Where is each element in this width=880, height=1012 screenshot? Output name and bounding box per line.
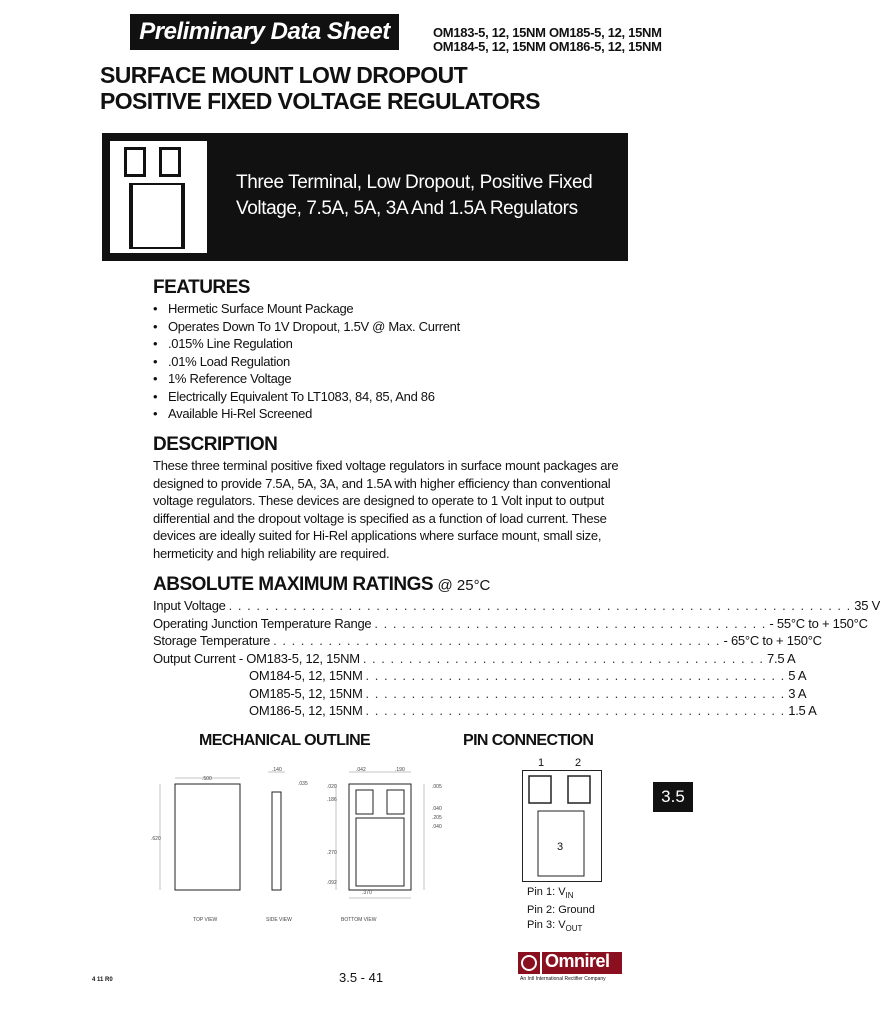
rating-value: 3 A	[788, 685, 807, 701]
rating-label: OM186-5, 12, 15NM	[249, 703, 363, 718]
mechanical-heading: MECHANICAL OUTLINE	[199, 732, 371, 749]
ratings-heading	[153, 574, 490, 596]
rating-row	[153, 597, 880, 615]
desc-line: designed to provide 7.5A, 5A, 3A, and 1.5A with higher efficiency than conventional	[153, 475, 611, 491]
leader-dots: . . . . . . . . . . . . . . . . . . . . . . . . . . . . . . . . . . . . . . . . . . .	[374, 615, 767, 631]
section-tab: 3.5	[653, 782, 693, 812]
rating-value: 35 V	[854, 598, 880, 613]
dim-label: .270	[327, 850, 337, 856]
dim-label: .620	[151, 836, 161, 842]
leader-dots: . . . . . . . . . . . . . . . . . . . . . . . . . . . . . . . . . . . . . . . . . . . . . . . . .	[273, 633, 721, 648]
description-body	[153, 457, 628, 562]
pin-entry	[527, 903, 595, 918]
dim-label: .005	[432, 784, 442, 790]
feature-item: • Operates Down To 1V Dropout, 1.5V @ Max. Current	[153, 318, 460, 336]
hero-line: Voltage, 7.5A, 5A, 3A And 1.5A Regulators	[236, 198, 578, 219]
pin-name: V	[558, 886, 566, 898]
dim-label: .190	[395, 767, 405, 773]
dim-label: .092	[327, 880, 337, 886]
desc-line: devices are ideally suited for Hi-Rel applications where surface mount, small size,	[153, 528, 602, 543]
hero-text	[236, 170, 592, 222]
package-icon	[102, 133, 215, 261]
rating-row	[153, 702, 817, 720]
pin-label-1: 1	[538, 757, 545, 769]
feature-item: • .01% Load Regulation	[153, 353, 460, 371]
pin-label-2: 2	[575, 757, 582, 769]
leader-dots: . . . . . . . . . . . . . . . . . . . . . . . . . . . . . . . . . . . . . . . . . . . . . .	[365, 668, 786, 683]
features-list	[153, 300, 460, 423]
rating-label: Operating Junction Temperature Range	[153, 615, 372, 631]
mechanical-drawing	[150, 760, 440, 930]
features-heading: FEATURES	[153, 277, 250, 298]
leader-dots: . . . . . . . . . . . . . . . . . . . . . . . . . . . . . . . . . . . . . . . . . . . .	[362, 650, 765, 666]
rating-row	[153, 650, 796, 668]
rating-label: Input Voltage	[153, 598, 226, 613]
pin-name: Ground	[558, 904, 595, 917]
leader-dots: . . . . . . . . . . . . . . . . . . . . . . . . . . . . . . . . . . . . . . . . . . . . . .	[365, 685, 786, 701]
rating-label: OM184-5, 12, 15NM	[249, 668, 363, 683]
dim-label: .205	[432, 815, 442, 821]
pin-subscript: OUT	[565, 924, 583, 934]
dim-label: .370	[362, 890, 372, 896]
feature-item: • .015% Line Regulation	[153, 335, 460, 353]
dim-label: .040	[432, 806, 442, 812]
pin-number: Pin 2:	[527, 904, 556, 917]
dim-label: .035	[298, 781, 308, 787]
pin-entry	[527, 885, 595, 903]
description-heading: DESCRIPTION	[153, 434, 278, 455]
desc-line: These three terminal positive fixed voltage regulators in surface mount packages are	[153, 458, 619, 473]
pin-list	[527, 885, 595, 936]
pin-label-3: 3	[557, 841, 564, 853]
dim-label: .186	[327, 797, 337, 803]
ratings-heading-text: ABSOLUTE MAXIMUM RATINGS	[153, 574, 434, 595]
rating-label: Storage Temperature	[153, 633, 271, 648]
desc-line: voltage regulators. These devices are designed to operate to 1 Volt input to output	[153, 493, 604, 508]
leader-dots: . . . . . . . . . . . . . . . . . . . . . . . . . . . . . . . . . . . . . . . . . . . . . . . . . . . . . . . . . . . . . . . . . . . .	[228, 598, 852, 613]
desc-line: differential and the dropout voltage is specified as a function of load current. These	[153, 510, 607, 526]
rating-value: 7.5 A	[767, 650, 796, 666]
rating-row	[153, 667, 807, 685]
preliminary-banner: Preliminary Data Sheet	[130, 14, 399, 50]
logo-tagline: An Intl International Rectifier Company	[520, 976, 606, 982]
ratings-heading-suffix: @ 25°C	[437, 577, 491, 594]
omnirel-logo	[518, 950, 622, 984]
dim-label: .020	[327, 784, 337, 790]
view-label: BOTTOM VIEW	[341, 917, 377, 923]
pin-diagram	[522, 770, 602, 882]
desc-line: hermeticity and high reliability are required.	[153, 545, 390, 561]
rating-row	[153, 685, 807, 703]
part-line: OM183-5, 12, 15NM OM185-5, 12, 15NM	[433, 25, 662, 40]
logo-wordmark: Omnirel	[545, 951, 610, 971]
feature-item: • 1% Reference Voltage	[153, 370, 460, 388]
feature-item: • Available Hi-Rel Screened	[153, 405, 460, 423]
pin-number: Pin 1:	[527, 886, 556, 898]
dim-label: .040	[432, 824, 442, 830]
pin-heading: PIN CONNECTION	[463, 732, 594, 749]
pin-subscript: IN	[565, 891, 574, 901]
title-line: SURFACE MOUNT LOW DROPOUT	[100, 62, 468, 88]
hero-line: Three Terminal, Low Dropout, Positive Fixed	[236, 172, 593, 193]
pin-number: Pin 3:	[527, 919, 556, 932]
page-number: 3.5 - 41	[339, 970, 384, 985]
title-line: POSITIVE FIXED VOLTAGE REGULATORS	[100, 88, 540, 114]
dim-label: .042	[356, 767, 366, 773]
leader-dots: . . . . . . . . . . . . . . . . . . . . . . . . . . . . . . . . . . . . . . . . . . . . . .	[365, 703, 786, 718]
rating-row	[153, 615, 868, 633]
page-title	[100, 62, 540, 114]
part-line: OM184-5, 12, 15NM OM186-5, 12, 15NM	[433, 39, 662, 54]
pin-name: V	[558, 919, 566, 932]
feature-item: • Hermetic Surface Mount Package	[153, 300, 460, 318]
dim-label: .140	[272, 767, 282, 773]
dim-label: .500	[202, 776, 212, 782]
view-label: SIDE VIEW	[266, 917, 292, 923]
ratings-table	[153, 597, 880, 720]
feature-item: • Electrically Equivalent To LT1083, 84, 85, And 86	[153, 388, 460, 406]
rating-row	[153, 632, 822, 650]
revision-code: 4 11 R0	[92, 977, 113, 983]
rating-value: - 65°C to + 150°C	[723, 633, 822, 648]
rating-value: 1.5 A	[788, 703, 817, 718]
rating-value: 5 A	[788, 668, 807, 683]
rating-label: Output Current - OM183-5, 12, 15NM	[153, 650, 360, 666]
part-numbers	[433, 26, 662, 54]
rating-label: OM185-5, 12, 15NM	[249, 685, 363, 701]
rating-value: - 55°C to + 150°C	[769, 615, 868, 631]
view-label: TOP VIEW	[193, 917, 218, 923]
pin-entry	[527, 918, 595, 936]
